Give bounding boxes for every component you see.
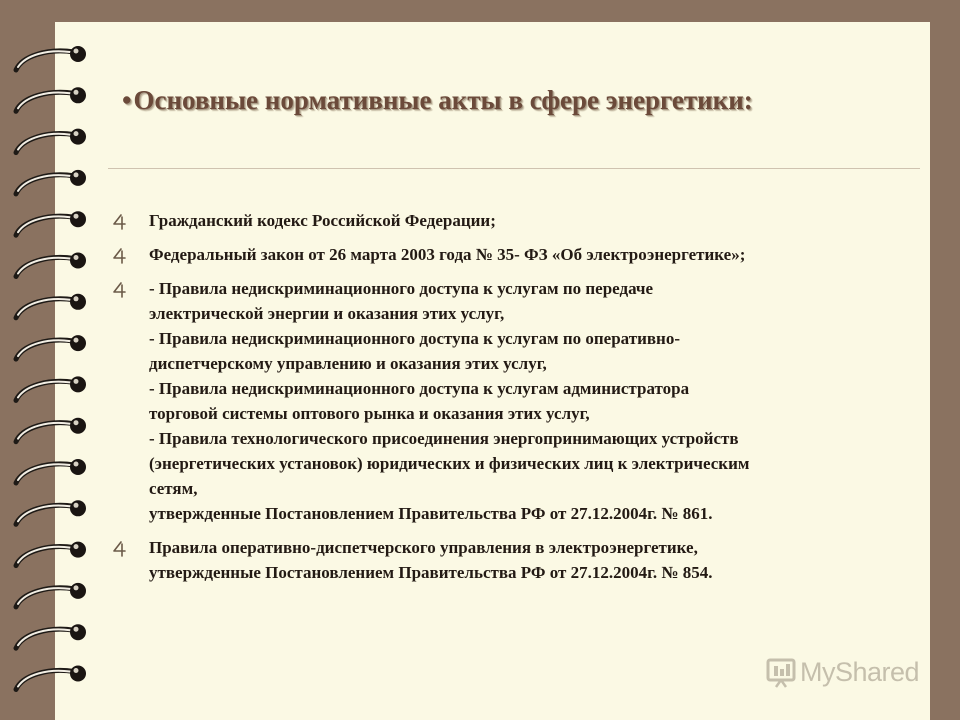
spiral-ring: [16, 459, 86, 483]
spiral-ring: [16, 211, 86, 235]
spiral-ring: [16, 542, 86, 566]
item-line: сетям,: [149, 479, 198, 498]
presentation-logo-icon: [766, 656, 796, 688]
stylized-4-bullet-icon: [112, 248, 130, 264]
spiral-ring: [16, 87, 86, 111]
item-line: - Правила технологического присоединения энергопринимающих устройств: [149, 429, 739, 448]
stylized-4-bullet-icon: [112, 282, 130, 298]
slide-content: [112, 208, 912, 594]
item-line: - Правила недискриминационного доступа к услугам администратора: [149, 379, 690, 398]
spiral-ring: [16, 294, 86, 318]
spiral-ring: [16, 129, 86, 153]
spiral-ring: [16, 376, 86, 400]
item-line: диспетчерскому управлению и оказания этих услуг,: [149, 354, 547, 373]
watermark: [766, 652, 919, 692]
spiral-ring: [16, 583, 86, 607]
item-line: Гражданский кодекс Российской Федерации;: [149, 211, 496, 230]
item-line: электрической энергии и оказания этих услуг,: [149, 304, 505, 323]
spiral-ring: [16, 418, 86, 442]
spiral-ring: [16, 666, 86, 690]
item-line: торговой системы оптового рынка и оказания этих услуг,: [149, 404, 590, 423]
list-item: [112, 276, 912, 526]
spiral-ring: [16, 46, 86, 70]
title-divider: [108, 168, 920, 169]
list-item: [112, 535, 912, 585]
title-text: Основные нормативные акты в сфере энергетики:: [133, 85, 753, 115]
title-bullet: •: [122, 85, 132, 115]
item-line: Правила оперативно-диспетчерского управления в электроэнергетике,: [149, 538, 698, 557]
watermark-text: MyShared: [800, 656, 920, 687]
item-line: (энергетических установок) юридических и физических лиц к электрическим: [149, 454, 750, 473]
stylized-4-bullet-icon: [112, 541, 130, 557]
spiral-ring: [16, 170, 86, 194]
spiral-ring: [16, 253, 86, 277]
list-item: [112, 208, 912, 233]
stylized-4-bullet-icon: [112, 214, 130, 230]
item-line: - Правила недискриминационного доступа к услугам по оперативно-: [149, 329, 681, 348]
list-item: [112, 242, 912, 267]
spiral-binding-icon: [0, 0, 110, 720]
spiral-ring: [16, 335, 86, 359]
spiral-ring: [16, 500, 86, 524]
slide-title: [122, 85, 753, 116]
item-line: Федеральный закон от 26 марта 2003 года № 35- ФЗ «Об электроэнергетике»;: [149, 245, 746, 264]
spiral-ring: [16, 624, 86, 648]
item-line: утвержденные Постановлением Правительства РФ от 27.12.2004г. № 854.: [149, 563, 713, 582]
item-line: - Правила недискриминационного доступа к услугам по передаче: [149, 279, 654, 298]
item-line: утвержденные Постановлением Правительства РФ от 27.12.2004г. № 861.: [149, 504, 713, 523]
